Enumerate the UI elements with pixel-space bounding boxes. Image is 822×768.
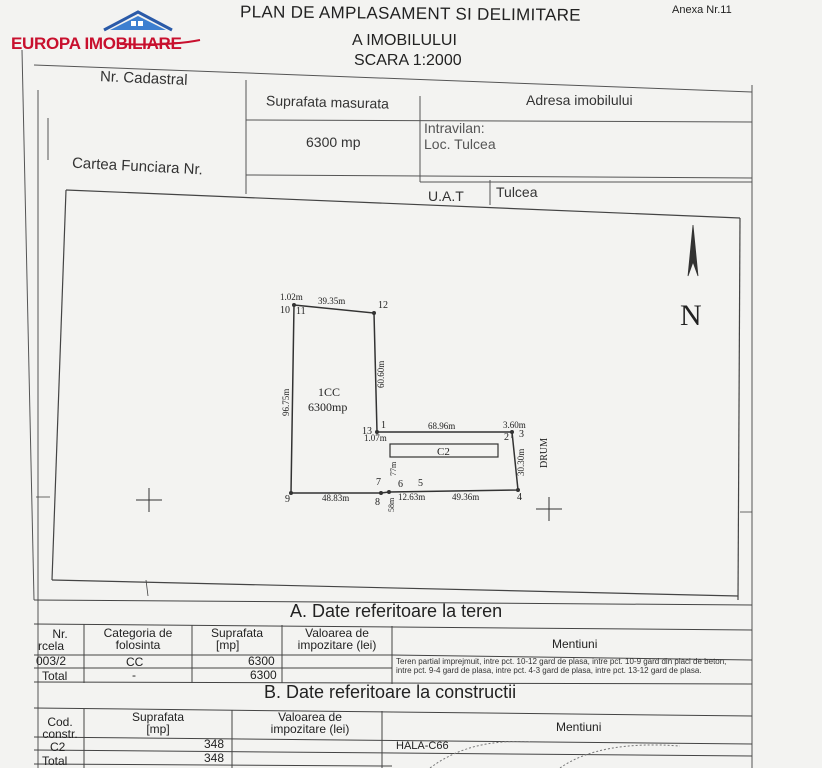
point-1: 1 [381,420,386,431]
distance-2-3: 3.60m [503,420,526,430]
intravilan-text: Intravilan: [424,120,485,136]
table-a-header-mentiuni: Mentiuni [552,637,598,651]
table-b-cod-cell: C2 [50,740,66,754]
brand-logo-text: EUROPA IMOBILIARE [11,34,182,53]
distance-5-6: 12.63m [398,492,426,502]
table-a-header-valoare: Valoarea de impozitare (lei) [297,626,377,652]
point-7: 7 [376,477,381,488]
distance-7-8: 58m [387,497,396,512]
table-a-suprafata-cell: 6300 [248,654,275,668]
point-2: 2 [504,432,509,443]
section-b-title: B. Date referitoare la constructii [264,682,517,702]
parcel-code: 1CC [318,385,341,399]
table-b-suprafata-cell: 348 [204,737,225,751]
table-b-header-mentiuni: Mentiuni [556,720,602,734]
table-a-categoria-cell: CC [126,655,144,669]
suprafata-masurata-value: 6300 mp [306,134,361,150]
distance-11-12: 39.35m [318,296,346,306]
nr-cadastral-label: Nr. Cadastral [99,68,188,89]
distance-10-11: 1.02m [280,292,303,302]
point-10: 10 [280,305,290,316]
table-a-mentiuni-line-2: intre pct. 9-4 gard de plasa, intre pct. 4-3 gard de plasa, intre pct. 13-12 gard de plasa. [396,666,702,675]
localitate-text: Loc. Tulcea [424,136,496,152]
annex-number: Anexa Nr.11 [672,4,732,16]
point-3: 3 [519,429,524,440]
uat-value: Tulcea [496,184,538,200]
building-label: C2 [437,446,450,458]
table-a-mentiuni-line-1: Teren partial imprejmuit, intre pct. 10-12 gard de plasa, intre pct. 10-9 gard din placi de beton, [396,657,727,666]
point-5: 5 [418,478,423,489]
distance-1-2: 68.96m [428,421,456,431]
table-a-total-suprafata: 6300 [250,668,277,682]
table-a-nr-cell: 003/2 [36,654,67,668]
table-b-mentiuni-cell: HALA-C66 [396,740,449,752]
point-4: 4 [517,492,522,503]
distance-13-1: 1.07m [364,433,387,443]
distance-4-5: 49.36m [452,492,480,502]
document-title: PLAN DE AMPLASAMENT SI DELIMITARE [239,2,581,25]
distance-6-7: 77m [389,461,398,476]
north-label: N [680,299,702,332]
suprafata-masurata-label: Suprafata masurata [265,92,390,112]
distance-8-9: 48.83m [322,493,350,503]
table-a-total-label: Total [42,669,68,683]
point-9: 9 [285,494,290,505]
table-b-header-cod: Cod. constr. [42,715,78,741]
point-13: 13 [362,426,372,437]
distance-3-4: 30.30m [516,448,526,476]
document-subtitle: A IMOBILULUI [352,32,457,49]
uat-label: U.A.T [428,188,464,204]
distance-12-13: 60.60m [376,360,386,388]
plan-frame [36,190,752,600]
adresa-imobilului-label: Adresa imobilului [526,92,633,108]
table-a-header-nr: Nr. rcela [38,627,68,653]
point-11: 11 [296,306,306,317]
point-6: 6 [398,479,403,490]
road-label: DRUM [539,437,550,468]
point-12: 12 [378,300,388,311]
table-a-total-categoria: - [132,668,136,682]
parcel-area: 6300mp [308,400,348,414]
cartea-funciara-label: Cartea Funciara Nr. [71,154,204,179]
table-a-header-categoria: Categoria de folosinta [103,626,173,652]
section-a-title: A. Date referitoare la teren [290,601,503,621]
distance-9-10: 96.75m [281,388,291,416]
table-a-header-suprafata: Suprafata [mp] [210,626,264,652]
parcel-boundary [291,305,518,493]
table-b-total-label: Total [42,754,68,768]
document-scale: SCARA 1:2000 [354,52,462,69]
table-b-header-valoare: Valoarea de impozitare (lei) [270,710,350,736]
north-arrow-icon [688,225,698,276]
table-b-total-suprafata: 348 [204,751,225,765]
vertex-points [289,303,520,495]
point-8: 8 [375,497,380,508]
table-b-header-suprafata: Suprafata [mp] [131,710,185,736]
